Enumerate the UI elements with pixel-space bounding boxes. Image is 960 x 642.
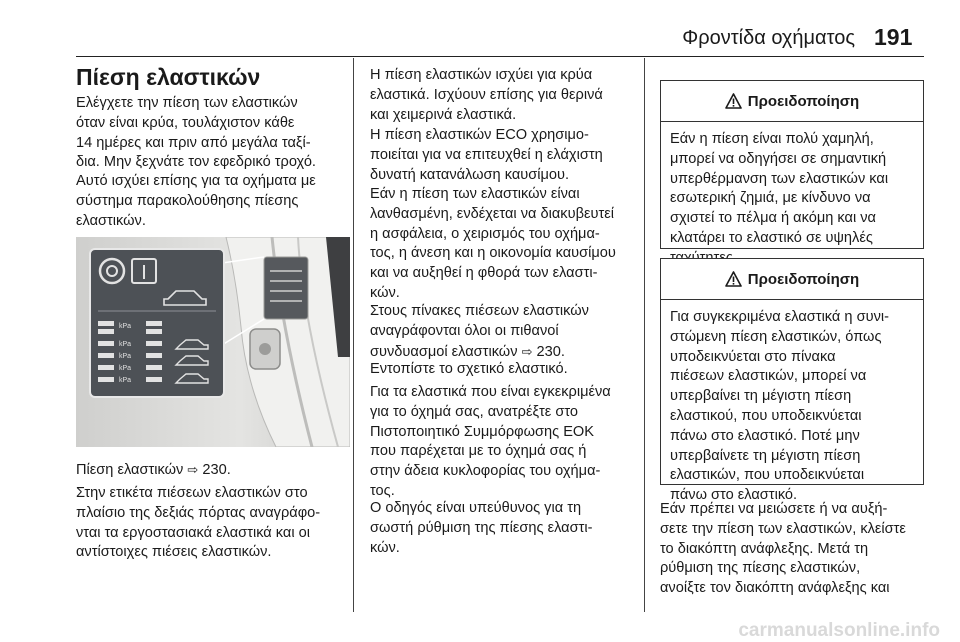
- col2-paragraph-1: Η πίεση ελαστικών ισχύει για κρύα ελαστικά. Ισχύουν επίσης για θερινά και χειμερινά ελαστικά.: [370, 67, 603, 123]
- col2-paragraph-2: Η πίεση ελαστικών ECO χρησιμο- ποιείται για να επιτευχθεί η ελάχιστη δυνατή κατανάλωση καυσίμου.: [370, 127, 603, 183]
- column-divider-1: [353, 58, 354, 612]
- warning-triangle-icon: [725, 93, 742, 109]
- col1-paragraph-3: Στην ετικέτα πιέσεων ελαστικών στο πλαίσιο της δεξιάς πόρτας αναγράφο- νται τα εργοστασιακά ελαστικά και οι αντίστοιχες πιέσεις ελαστικών.: [76, 485, 321, 561]
- header-divider: [76, 56, 924, 57]
- col2-paragraph-7: Ο οδηγός είναι υπεύθυνος για τη σωστή ρύθμιση της πίεσης ελαστι- κών.: [370, 500, 593, 556]
- col2-paragraph-5: Εντοπίστε το σχετικό ελαστικό.: [370, 361, 568, 377]
- page-number: 191: [874, 24, 913, 50]
- paragraph-text: Στους πίνακες πιέσεων ελαστικών αναγράφονται όλοι οι πιθανοί συνδυασμοί ελαστικών: [370, 303, 589, 360]
- caption-text: Πίεση ελαστικών: [76, 462, 184, 478]
- image-caption: [76, 460, 348, 481]
- warning-title: Προειδοποίηση: [747, 92, 860, 110]
- warning-text: Για συγκεκριμένα ελαστικά η συνι- στώμενη πίεση ελαστικών, όπως υποδεικνύεται στο πίνακα πιέσεων ελαστικών, μπορεί να υπερβαίνει τη μέγιστη πίεση ελαστικού, που υποδεικνύεται πάνω στο ελαστικό. Ποτέ μην υπερβαίνετε τη μέγιστη πίεση ελαστικών, που υποδεικνύεται πάνω στο ελαστικό.: [670, 309, 889, 504]
- column-divider-2: [644, 58, 645, 612]
- col2-paragraph-4: [370, 302, 642, 362]
- col2-paragraph-3: Εάν η πίεση των ελαστικών είναι λανθασμένη, ενδέχεται να διακυβευτεί η ασφάλεια, ο χειρισμός του οχήμα- τος, η άνεση και η οικονομία καυσίμου και να αυξηθεί η φθορά των ελαστι- κών.: [370, 186, 616, 301]
- section-heading: Πίεση ελαστικών: [76, 64, 261, 90]
- label-unit: kPa: [119, 323, 132, 330]
- warning-triangle-icon: [725, 271, 742, 287]
- paragraph-ref: 230.: [536, 343, 565, 360]
- door-frame-illustration: [76, 237, 350, 447]
- col2-paragraph-6: Για τα ελαστικά που είναι εγκεκριμένα για το όχημά σας, ανατρέξτε στο Πιστοποιητικό Συμμόρφωσης ΕΟΚ που παρέχεται με το όχημά σας ή στην άδεια κυκλοφορίας του οχήμα- τος.: [370, 384, 611, 499]
- label-unit: kPa: [119, 353, 132, 360]
- warning-header: [661, 81, 923, 122]
- col1-paragraph-2: Αυτό ισχύει επίσης για τα οχήματα με σύστημα παρακολούθησης πίεσης ελαστικών.: [76, 173, 316, 229]
- warning-box-1: [660, 80, 924, 249]
- page-running-title: Φροντίδα οχήματος: [682, 27, 855, 49]
- caption-ref: 230.: [202, 462, 231, 478]
- col1-paragraph-1: Ελέγχετε την πίεση των ελαστικών όταν είναι κρύα, τουλάχιστον κάθε 14 ημέρες και πριν από μεγάλα ταξί- δια. Μην ξεχνάτε τον εφεδρικό τροχό.: [76, 95, 316, 171]
- warning-title: Προειδοποίηση: [747, 270, 860, 288]
- footer-watermark: carmanualsonline.info: [738, 620, 940, 641]
- tire-label-photo: [76, 237, 350, 447]
- arrow-ref-icon: ⇨: [187, 462, 199, 477]
- warning-box-2: [660, 258, 924, 504]
- label-unit: kPa: [119, 341, 132, 348]
- label-unit: kPa: [119, 365, 132, 372]
- arrow-ref-icon: ⇨: [521, 343, 533, 359]
- col3-paragraph-1: Εάν πρέπει να μειώσετε ή να αυξή- σετε την πίεση των ελαστικών, κλείστε το διακόπτη ανάφλεξης. Μετά τη ρύθμιση της πίεσης ελαστικών, ανοίξτε τον διακόπτη ανάφλεξης και: [660, 501, 906, 597]
- label-unit: kPa: [119, 377, 132, 384]
- warning-text: Εάν η πίεση είναι πολύ χαμηλή, μπορεί να οδηγήσει σε σημαντική υπερθέρμανση των ελαστικών και εσωτερική ζημιά, με κίνδυνο να σχιστεί το πέλμα ή ακόμη και να κλατάρει το ελαστικό σε υψηλές: [670, 131, 889, 246]
- warning-header: [661, 259, 923, 300]
